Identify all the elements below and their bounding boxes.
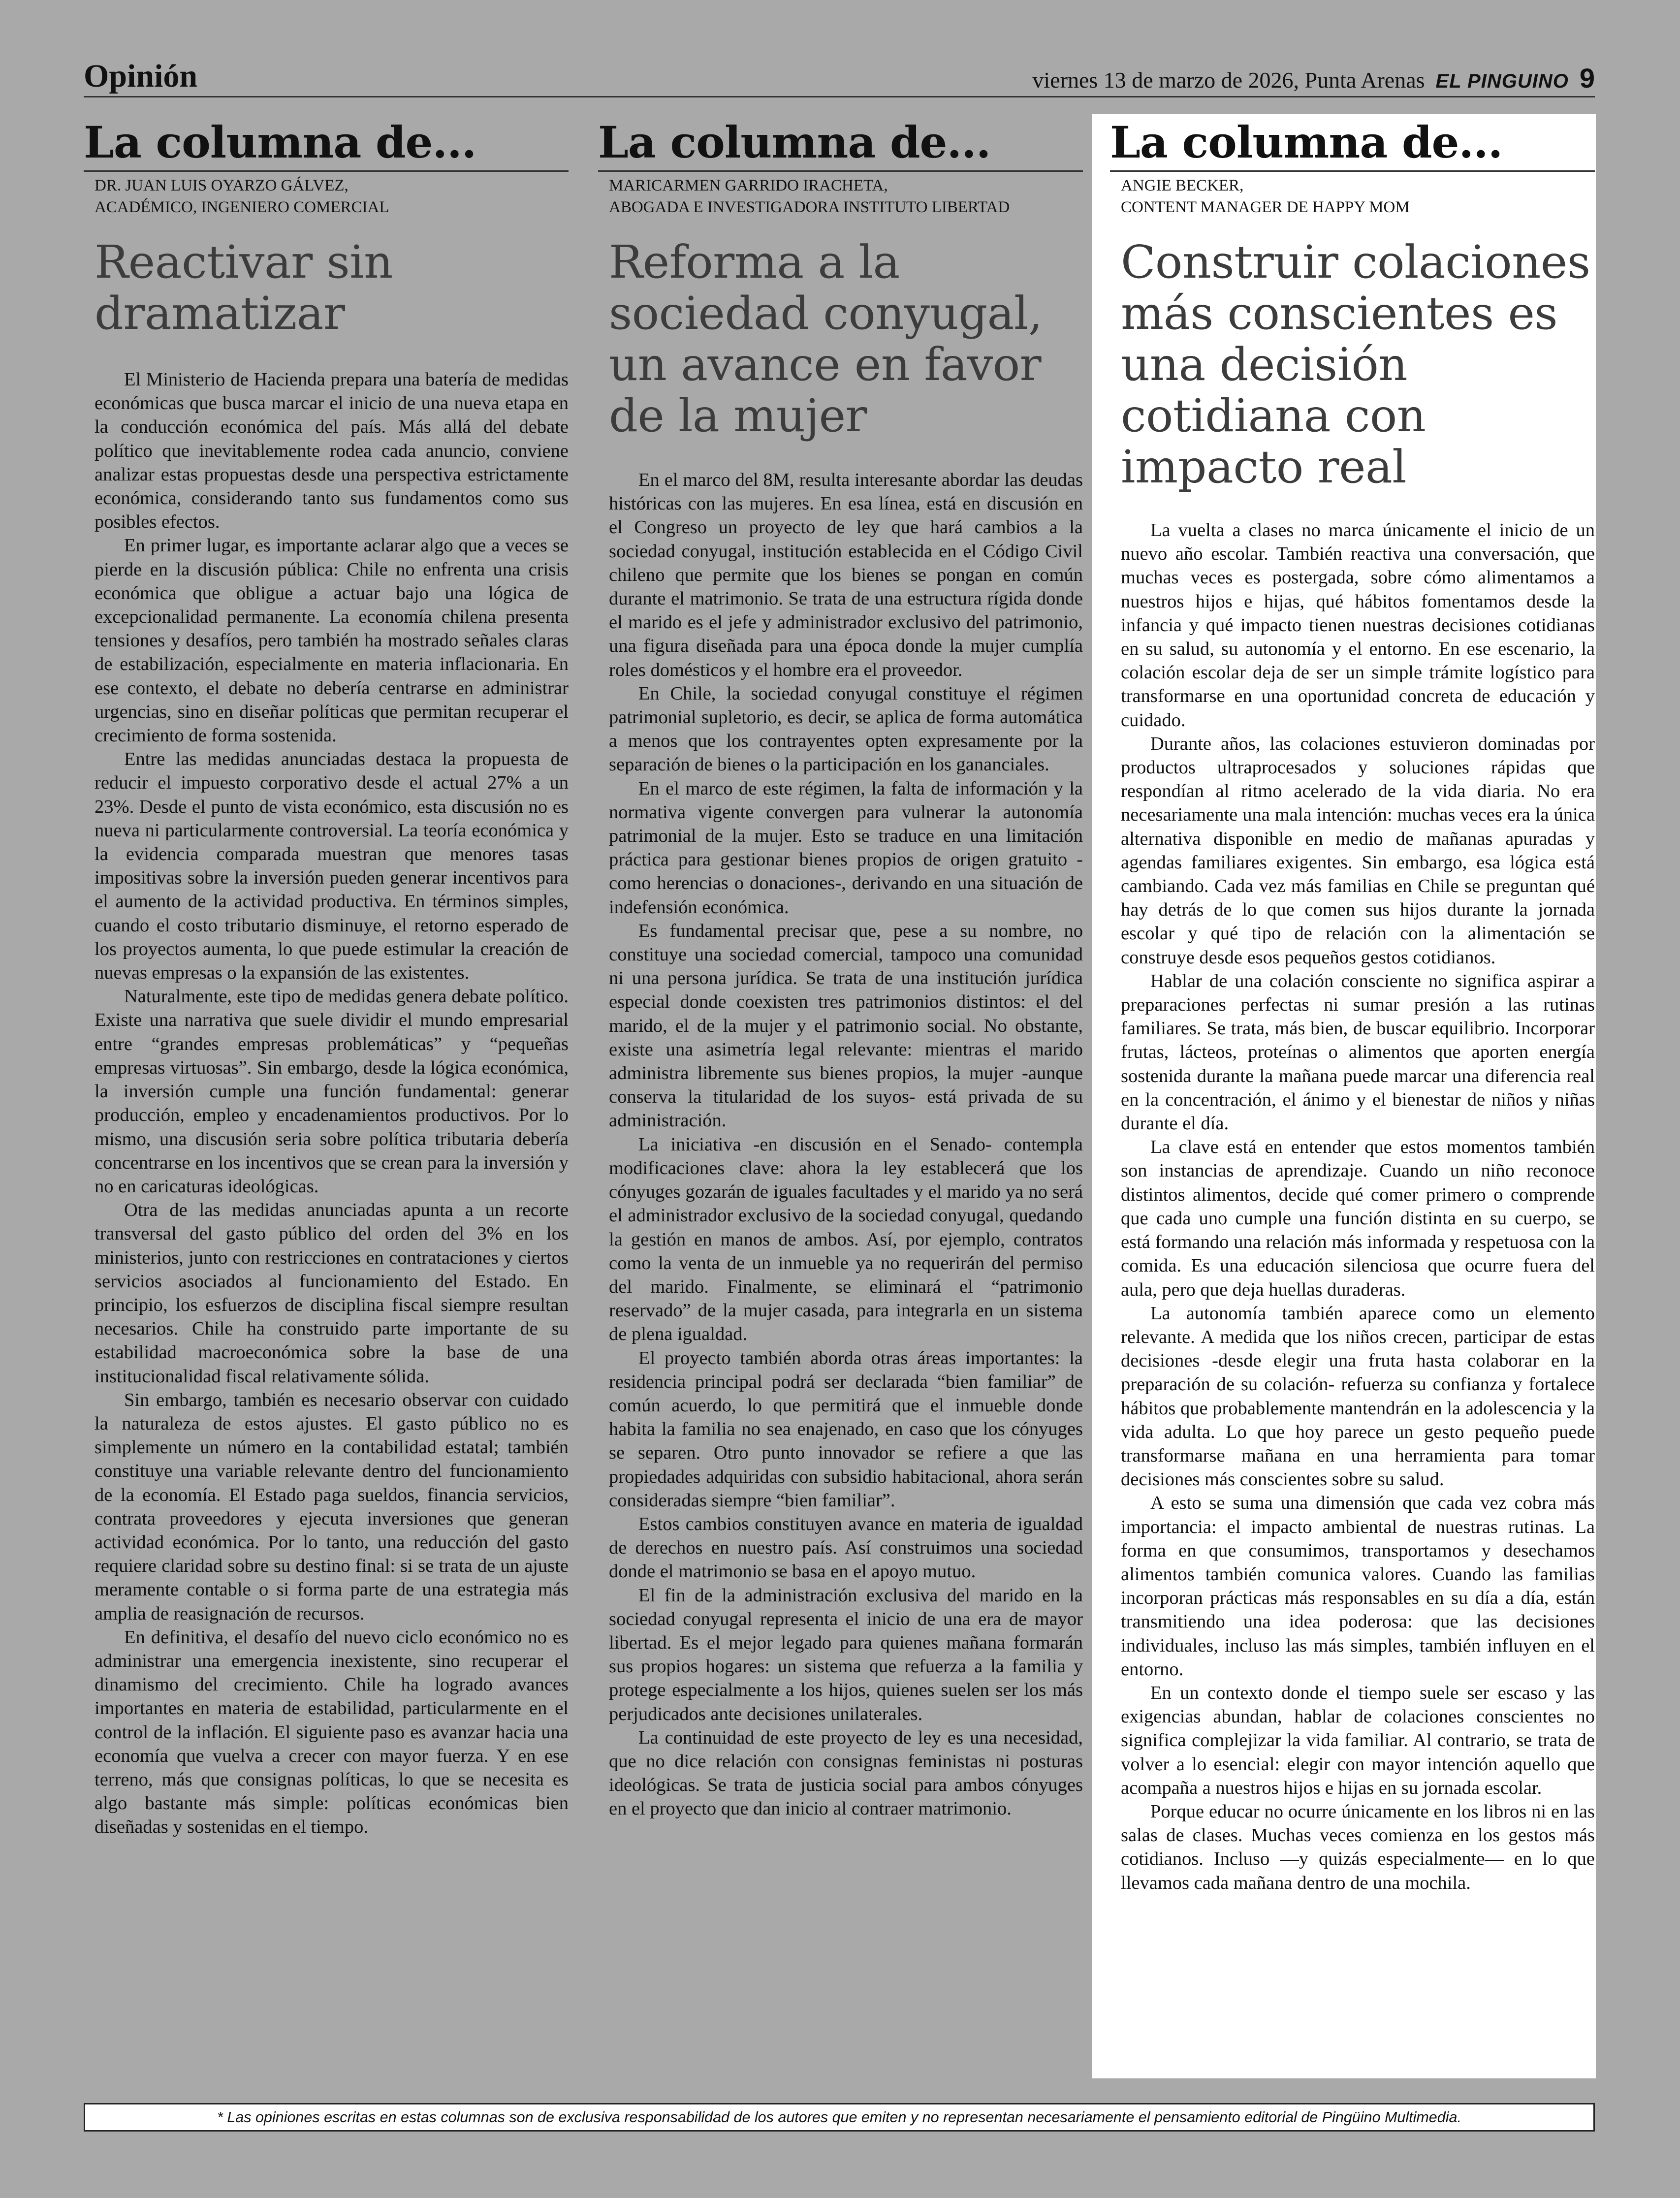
column-1 — [84, 114, 569, 1839]
byline — [84, 175, 569, 218]
paragraph: La clave está en entender que estos momentos también son instancias de aprendizaje. Cuando un niño reconoce distintos alimentos, decide qué comer primero o comprende que cada uno cumple una función distinta en su cuerpo, se está formando una relación más informada y respetuosa con la comida. Es una educación silenciosa que ocurre fuera del aula, pero que deja huellas duraderas. — [1121, 1137, 1595, 1300]
byline — [598, 175, 1083, 218]
page-number: 9 — [1579, 63, 1595, 94]
page-header — [84, 58, 1595, 97]
article-body — [598, 468, 1083, 1821]
dateline — [1032, 62, 1595, 94]
newspaper-brand: EL PINGUINO — [1435, 70, 1569, 92]
author-role: ACADÉMICO, INGENIERO COMERCIAL — [95, 198, 389, 216]
paragraph: Hablar de una colación consciente no significa aspirar a preparaciones perfectas ni sumar presión a las rutinas familiares. Se trata, más bien, de buscar equilibrio. Incorporar frutas, lácteos, proteínas o alimentos que aporten energía sostenida durante la mañana puede marcar una diferencia real en la concentración, el ánimo y el bienestar de niños y niñas durante el día. — [1121, 970, 1595, 1134]
paragraph: A esto se suma una dimensión que cada vez cobra más importancia: el impacto ambiental de nuestras rutinas. La forma en que consumimos, transportamos y desechamos alimentos también comunica valores. Cuando las familias incorporan prácticas más responsables en su día a día, están transmitiendo una idea poderosa: que las decisiones individuales, incluso las más simples, también influyen en el entorno. — [1121, 1493, 1595, 1680]
author-role: ABOGADA E INVESTIGADORA INSTITUTO LIBERTAD — [609, 198, 1010, 216]
paragraph: En un contexto donde el tiempo suele ser escaso y las exigencias abundan, hablar de colaciones conscientes no significa complejizar la vida familiar. Al contrario, se trata de volver a lo esencial: elegir con mayor intención aquello que acompaña a nuestros hijos e hijas en su jornada escolar. — [1121, 1682, 1595, 1798]
paragraph: Sin embargo, también es necesario observar con cuidado la naturaleza de estos ajustes. El gasto público no es simplemente un número en la contabilidad estatal; también constituye una variable relevante dentro del funcionamiento de la economía. El Estado paga sueldos, financia servicios, contrata proveedores y ejecuta inversiones que generan actividad económica. Por lo tanto, una reducción del gasto requiere claridad sobre su destino final: si se trata de un ajuste meramente contable o si forma parte de una estrategia más amplia de reasignación de recursos. — [95, 1389, 569, 1624]
date-place: viernes 13 de marzo de 2026, Punta Arenas — [1032, 67, 1425, 93]
article-body — [1110, 518, 1595, 1895]
paragraph: Otra de las medidas anunciadas apunta a un recorte transversal del gasto público del orden del 3% en los ministerios, junto con restricciones en contrataciones y ciertos servicios asociados al funcionamiento del Estado. En principio, los esfuerzos de disciplina fiscal siempre resultan necesarios. Chile ha construido parte importante de su estabilidad macroeconómica sobre la base de una institucionalidad fiscal relativamente sólida. — [95, 1200, 569, 1387]
paragraph: En primer lugar, es importante aclarar algo que a veces se pierde en la discusión pública: Chile no enfrenta una crisis económica que obligue a actuar bajo una lógica de excepcionalidad permanente. La economía chilena presenta tensiones y desafíos, pero también ha mostrado señales claras de estabilización, especialmente en materia inflacionaria. En ese contexto, el debate no debería centrarse en administrar urgencias, sino en diseñar políticas que permitan recuperar el crecimiento de forma sostenida. — [95, 535, 569, 746]
article-title: Reforma a la sociedad conyugal, un avance en favor de la mujer — [609, 236, 1043, 442]
column-heading: La columna de... — [598, 114, 1083, 172]
paragraph: Estos cambios constituyen avance en materia de igualdad de derechos en nuestro país. Así construimos una sociedad donde el matrimonio se basa en el apoyo mutuo. — [609, 1513, 1083, 1582]
paragraph: Durante años, las colaciones estuvieron dominadas por productos ultraprocesados y soluciones rápidas que respondían al ritmo acelerado de la vida diaria. No era necesariamente una mala intención: muchas veces era la única alternativa disponible en medio de mañanas apuradas y agendas familiares exigentes. Sin embargo, esa lógica está cambiando. Cada vez más familias en Chile se preguntan qué hay detrás de lo que comen sus hijos durante la jornada escolar y qué tipo de relación con la alimentación se construye desde esos pequeños gestos cotidianos. — [1121, 733, 1595, 968]
paragraph: Es fundamental precisar que, pese a su nombre, no constituye una sociedad comercial, tampoco una comunidad ni una persona jurídica. Se trata de una institución jurídica especial donde coexisten tres patrimonios distintos: el del marido, el de la mujer y el patrimonio social. No obstante, existe una asimetría legal relevante: mientras el marido administra libremente sus bienes propios, la mujer -aunque conserva la titularidad de los suyos- está privada de su administración. — [609, 920, 1083, 1131]
paragraph: Porque educar no ocurre únicamente en los libros ni en las salas de clases. Muchas veces comienza en los gestos más cotidianos. Incluso —y quizás especialmente— en lo que llevamos cada mañana dentro de una mochila. — [1121, 1801, 1595, 1893]
author-name: ANGIE BECKER, — [1121, 177, 1244, 194]
paragraph: En el marco de este régimen, la falta de información y la normativa vigente convergen para vulnerar la autonomía patrimonial de la mujer. Esto se traduce en una limitación práctica para gestionar bienes propios de origen gratuito -como herencias o donaciones-, derivando en una situación de indefensión económica. — [609, 778, 1083, 918]
disclaimer-text: * Las opiniones escritas en estas columnas son de exclusiva responsabilidad de los autores que emiten y no representan necesariamente el pensamiento editorial de Pingüino Multimedia. — [217, 2108, 1461, 2126]
paragraph: El Ministerio de Hacienda prepara una batería de medidas económicas que busca marcar el inicio de una nueva etapa en la conducción económica del país. Más allá del debate político que inevitablemente rodea cada anuncio, conviene analizar estas propuestas desde una perspectiva estrictamente económica, considerando tanto sus fundamentos como sus posibles efectos. — [95, 369, 569, 533]
paragraph: En el marco del 8M, resulta interesante abordar las deudas históricas con las mujeres. En esa línea, está en discusión en el Congreso un proyecto de ley que hará cambios a la sociedad conyugal, institución establecida en el Código Civil chileno que permite que los bienes se pongan en común durante el matrimonio. Se trata de una estructura rígida donde el marido es el jefe y administrador exclusivo del patrimonio, una figura diseñada para una época donde la mujer cumplía roles domésticos y el hombre era el proveedor. — [609, 470, 1083, 680]
author-role: CONTENT MANAGER DE HAPPY MOM — [1121, 198, 1410, 216]
paragraph: Entre las medidas anunciadas destaca la propuesta de reducir el impuesto corporativo desde el actual 27% a un 23%. Desde el punto de vista económico, esta discusión no es nueva ni particularmente controversial. La teoría económica y la evidencia comparada muestran que menores tasas impositivas sobre la inversión pueden generar incentivos para el aumento de la actividad productiva. En términos simples, cuando el costo tributario disminuye, el retorno esperado de los proyectos aumenta, lo que puede estimular la creación de nuevas empresas o la expansión de las existentes. — [95, 749, 569, 984]
article-title: Construir colaciones más conscientes es una decisión cotidiana con impacto real — [1121, 236, 1590, 493]
paragraph: En definitiva, el desafío del nuevo ciclo económico no es administrar una emergencia inexistente, sino recuperar el dinamismo del crecimiento. Chile ha logrado avances importantes en materia de estabilidad, particularmente en el control de la inflación. El siguiente paso es avanzar hacia una economía que vuelva a crecer con mayor fuerza. Y en ese terreno, más que consignas políticas, lo que se necesita es algo bastante más simple: políticas económicas bien diseñadas y sostenidas en el tiempo. — [95, 1626, 569, 1838]
author-name: MARICARMEN GARRIDO IRACHETA, — [609, 177, 888, 194]
author-name: DR. JUAN LUIS OYARZO GÁLVEZ, — [95, 177, 349, 194]
paragraph: La autonomía también aparece como un elemento relevante. A medida que los niños crecen, participar de estas decisiones -desde elegir una fruta hasta colaborar en la preparación de su colación- refuerza su confianza y fortalece hábitos que probablemente mantendrán en la adolescencia y la vida adulta. Lo que hoy parece un gesto pequeño puede transformarse mañana en una herramienta para tomar decisiones más conscientes sobre su salud. — [1121, 1303, 1595, 1490]
column-heading: La columna de... — [1110, 114, 1595, 172]
article-body — [84, 368, 569, 1839]
paragraph: La iniciativa -en discusión en el Senado- contempla modificaciones clave: ahora la ley establecerá que los cónyuges gozarán de iguales facultades y el marido ya no será el administrador exclusivo de la sociedad conyugal, quedando la gestión en manos de ambos. Así, por ejemplo, contratos como la venta de un inmueble ya no requerirán del permiso del marido. Finalmente, se eliminará el “patrimonio reservado” de la mujer casada, para integrarla en un sistema de plena igualdad. — [609, 1134, 1083, 1345]
paragraph: El fin de la administración exclusiva del marido en la sociedad conyugal representa el inicio de una era de mayor libertad. Es el mejor legado para quienes mañana formarán sus propios hogares: un sistema que refuerza a la familia y protege especialmente a los hijos, quienes suelen ser los más perjudicados ante decisiones unilaterales. — [609, 1585, 1083, 1724]
paragraph: La vuelta a clases no marca únicamente el inicio de un nuevo año escolar. También reactiva una conversación, que muchas veces es postergada, sobre cómo alimentamos a nuestros hijos e hijas, qué hábitos fomentamos desde la infancia y qué impacto tienen nuestras decisiones cotidianas en su salud, su autonomía y el entorno. En ese escenario, la colación escolar deja de ser un simple trámite logístico para transformarse en una oportunidad concreta de educación y cuidado. — [1121, 520, 1595, 731]
section-label: Opinión — [84, 58, 198, 94]
paragraph: El proyecto también aborda otras áreas importantes: la residencia principal podrá ser declarada “bien familiar” de común acuerdo, lo que permitirá que el inmueble donde habita la familia no sea enajenado, en caso que los cónyuges se separen. Otro punto innovador se refiere a que las propiedades adquiridas con subsidio habitacional, ahora serán consideradas siempre “bien familiar”. — [609, 1347, 1083, 1511]
paragraph: Naturalmente, este tipo de medidas genera debate político. Existe una narrativa que suele dividir el mundo empresarial entre “grandes empresas problemáticas” y “pequeñas empresas virtuosas”. Sin embargo, desde la lógica económica, la inversión cumple una función fundamental: generar producción, empleo y encadenamientos productivos. Por lo mismo, una discusión seria sobre política tributaria debería concentrarse en los incentivos que se crean para la inversión y no en caricaturas ideológicas. — [95, 986, 569, 1197]
paragraph: La continuidad de este proyecto de ley es una necesidad, que no dice relación con consignas feministas ni posturas ideológicas. Se trata de justicia social para ambos cónyuges en el proyecto que dan inicio al contraer matrimonio. — [609, 1727, 1083, 1819]
column-2 — [598, 114, 1083, 1821]
article-title: Reactivar sin dramatizar — [95, 236, 393, 340]
byline — [1110, 175, 1595, 218]
paragraph: En Chile, la sociedad conyugal constituye el régimen patrimonial supletorio, es decir, se aplica de forma automática a menos que los contrayentes opten expresamente por la separación de bienes o la participación en los gananciales. — [609, 683, 1083, 775]
disclaimer-box — [84, 2103, 1595, 2132]
column-3 — [1110, 114, 1595, 1895]
column-heading: La columna de... — [84, 114, 569, 172]
